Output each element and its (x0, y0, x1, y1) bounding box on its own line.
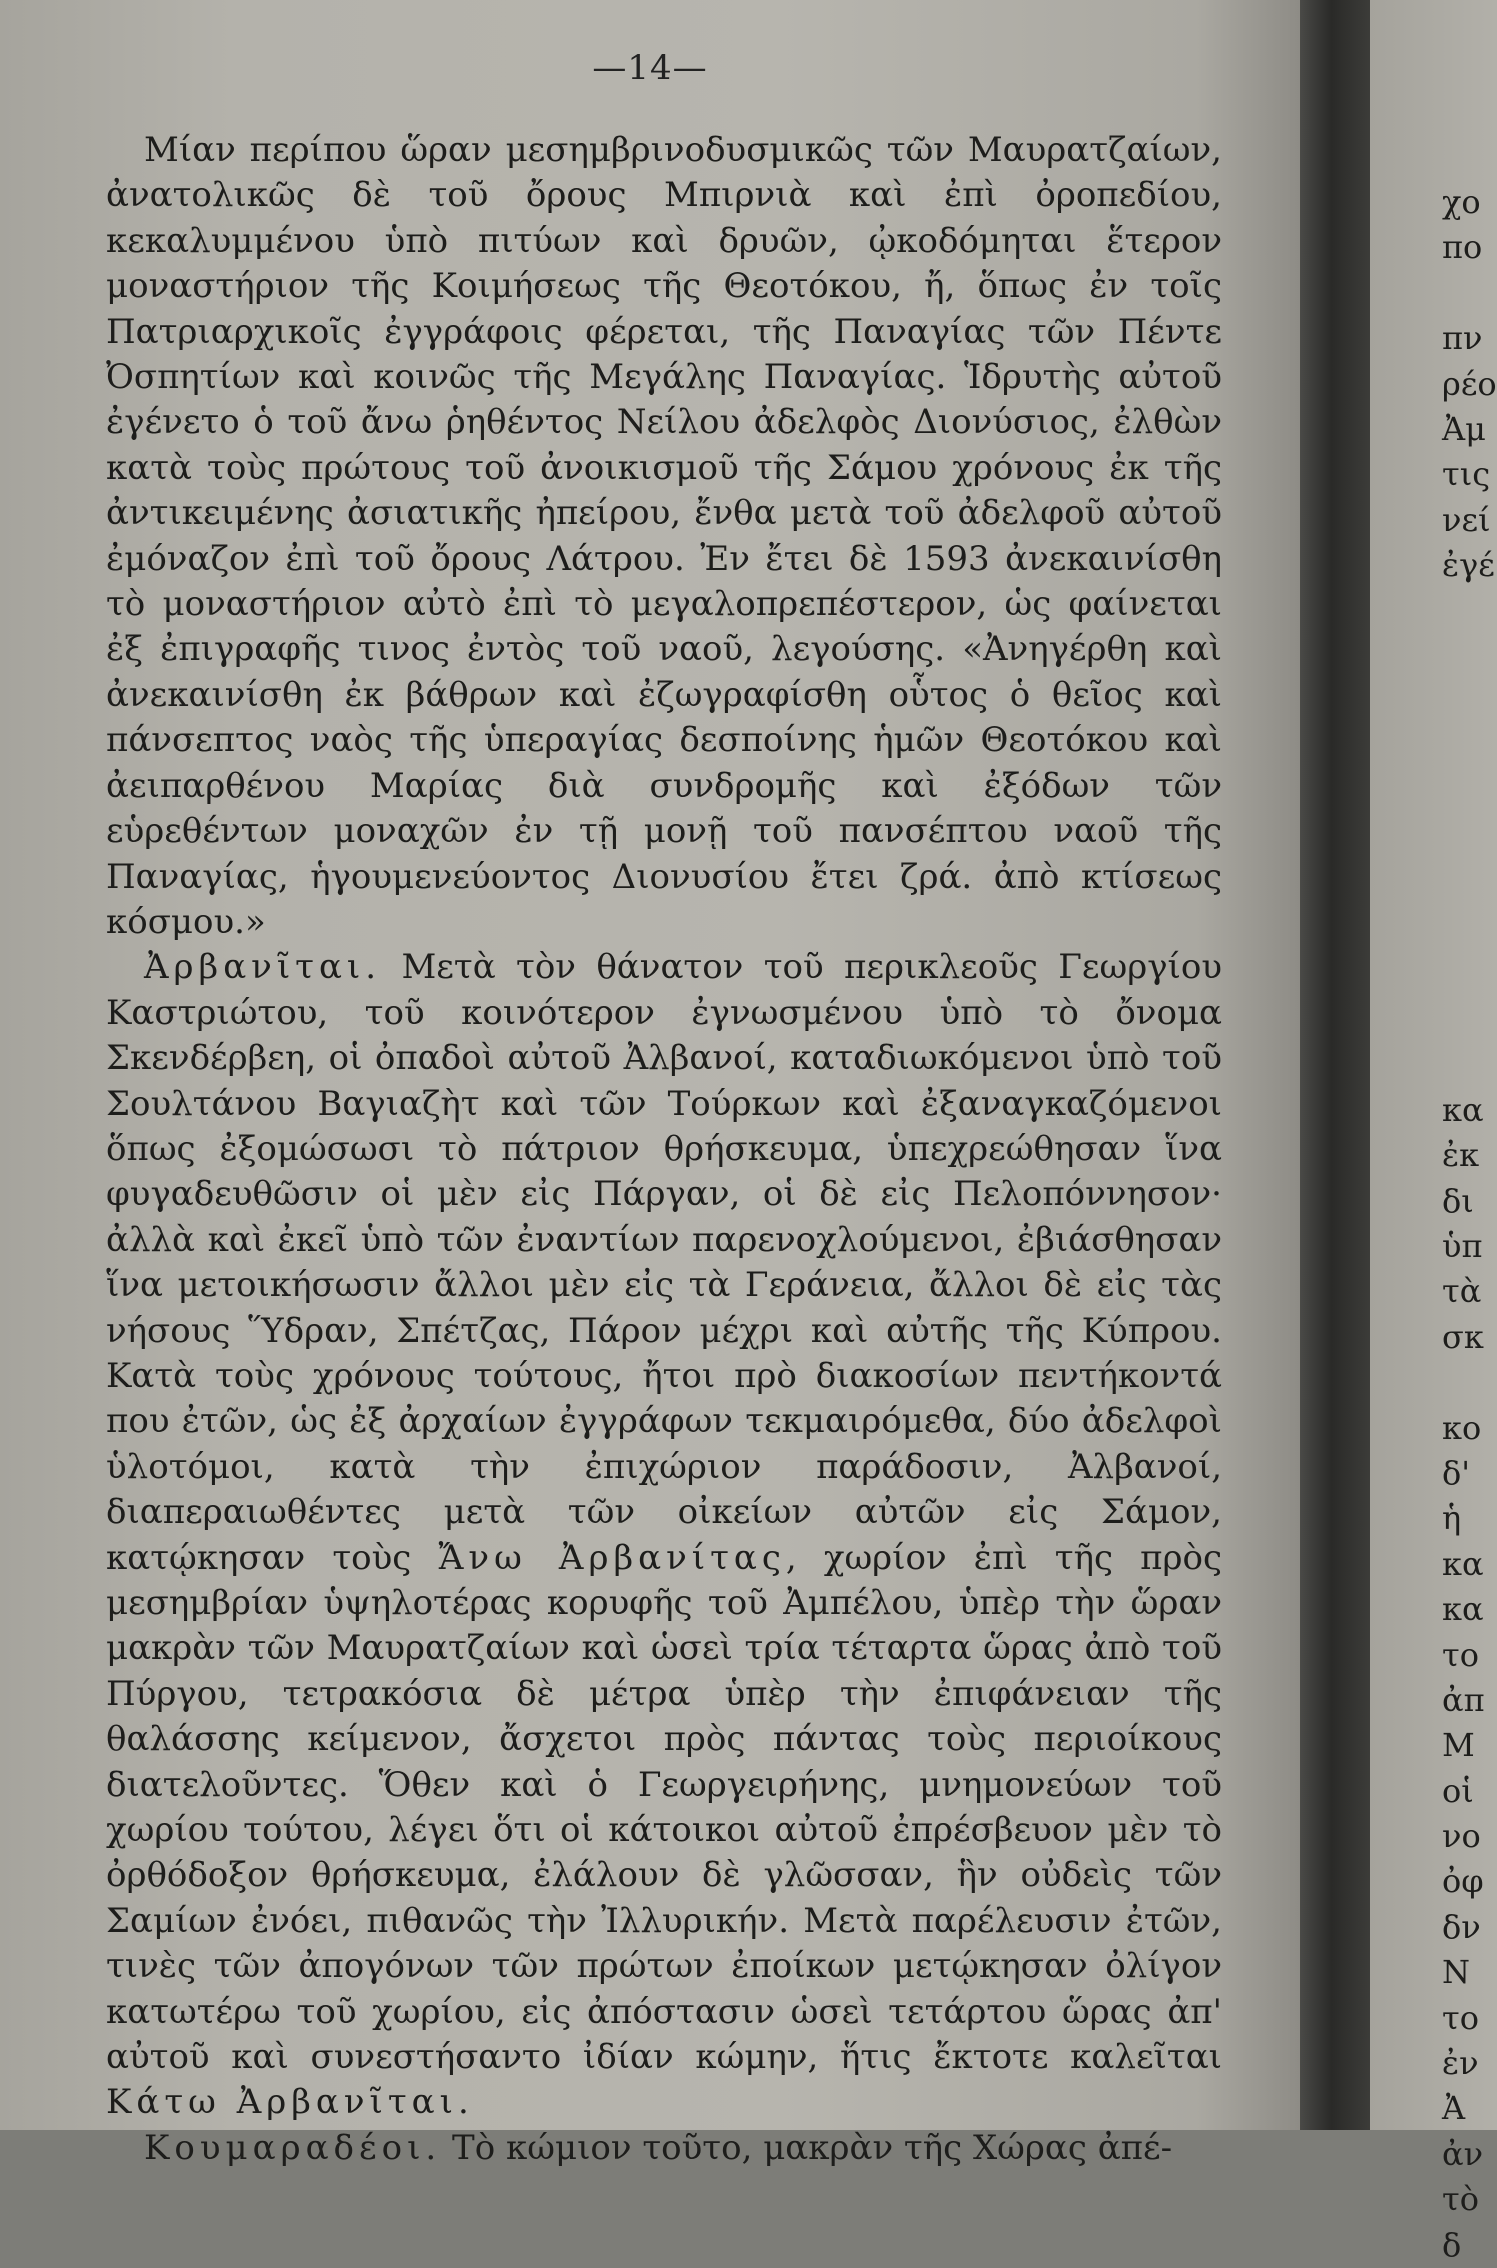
facing-page-fragment (1442, 952, 1497, 997)
facing-page-fragment: κα (1442, 1544, 1484, 1583)
facing-page-fragment: νεί (1442, 500, 1491, 539)
facing-page-fragment (1442, 1360, 1497, 1405)
facing-page-fragment (1442, 271, 1497, 316)
book-gutter (1300, 0, 1370, 2130)
facing-page-fragment: Μ (1442, 1726, 1475, 1765)
facing-page-fragment (1442, 997, 1497, 1042)
spaced-heading-text: Κουμαραδέοι. (144, 2127, 442, 2168)
facing-page-fragment: τὰ (1442, 1272, 1482, 1311)
facing-page-fragment: δ (1442, 2225, 1462, 2264)
facing-page-fragment: τὸ (1442, 2180, 1479, 2219)
facing-page-fragment: ἀν (1442, 2134, 1484, 2173)
facing-page-fragment: δ' (1442, 1453, 1471, 1492)
facing-page-fragment: ἡ (1442, 1499, 1462, 1538)
facing-page-fragment (1442, 906, 1497, 951)
facing-page-fragment: κα (1442, 1590, 1484, 1629)
facing-page-fragment: ὑπ (1442, 1226, 1483, 1265)
facing-page-fragment: ἐγέ (1442, 546, 1495, 585)
facing-page-fragment: πο (1442, 228, 1483, 267)
facing-page-fragment (1442, 634, 1497, 679)
facing-page-fragment: πν (1442, 319, 1483, 358)
facing-page-fragment: οἱ (1442, 1771, 1474, 1810)
paragraph-text: Τὸ κώμιον τοῦτο, μακρὰν τῆς Χώρας ἀπέ- (441, 2127, 1173, 2168)
facing-page-fragment: το (1442, 1635, 1479, 1674)
facing-page-fragment: κο (1442, 1408, 1482, 1447)
facing-page-fragment (1442, 725, 1497, 770)
paragraph (106, 2126, 1222, 2171)
paragraph (106, 945, 1222, 2126)
facing-page-fragment: νο (1442, 1817, 1481, 1856)
facing-page-fragment: δν (1442, 1907, 1481, 1946)
facing-page-fragment: ἀπ (1442, 1680, 1485, 1719)
facing-page-fragment: κα (1442, 1090, 1484, 1129)
facing-page-fragment (1442, 589, 1497, 634)
spaced-heading-text: Κάτω Ἀρβανῖται (106, 2082, 458, 2123)
facing-page-fragment (1442, 1042, 1497, 1087)
paragraph-text: , χωρίον ἐπὶ τῆς πρὸς μεσημβρίαν ὑψηλοτέρας κορυφῆς τοῦ Ἀμπέλου, ὑπὲρ τὴν ὥραν μακρὰν τῶν Μαυρατζαίων καὶ ὡσεὶ τρία τέταρτα ὥρας ἀπὸ τοῦ Πύργου, τετρακόσια δὲ μέτρα ὑπὲρ τὴν ἐπιφάνειαν τῆς θαλάσσης κείμενον, ἄσχετοι πρὸς πάντας τοὺς περιοίκους διατελοῦντες. Ὅθεν καὶ ὁ Γεωργειρήνης, μνημονεύων τοῦ χωρίου τούτου, λέγει ὅτι οἱ κάτοικοι αὐτοῦ ἐπρέσβευον μὲν τὸ ὀρθόδοξον θρήσκευμα, ἐλάλουν δὲ γλῶσσαν, ἣν οὐδεὶς τῶν Σαμίων ἐνόει, πιθανῶς τὴν Ἰλλυρικήν. Μετὰ παρέλευσιν ἐτῶν, τινὲς τῶν ἀπογόνων τῶν πρώτων ἐποίκων μετῴκησαν ὀλίγον κατωτέρω τοῦ χωρίου, εἰς ἀπόστασιν ὡσεὶ τετάρτου ὥρας ἀπ' αὐτοῦ καὶ συνεστήσαντο ἰδίαν κώμην, ἥτις ἔκτοτε καλεῖται (106, 1537, 1223, 2078)
paragraph-text: . (457, 2082, 469, 2123)
facing-page-fragment: Ν (1442, 1953, 1470, 1992)
facing-page-fragment: τις (1442, 455, 1491, 494)
facing-page-fragment (1442, 770, 1497, 815)
facing-page-fragment: ὀφ (1442, 1862, 1484, 1901)
paragraph-text: Μετὰ τὸν θάνατον τοῦ περικλεοῦς Γεωργίου Καστριώτου, τοῦ κοινότερον ἐγνωσμένου ὑπὸ τὸ ὄνομα Σκενδέρβεη, οἱ ὀπαδοὶ αὐτοῦ Ἀλβανοί, καταδιωκόμενοι ὑπὸ τοῦ Σουλτάνου Βαγιαζὴτ καὶ τῶν Τούρκων καὶ ἐξαναγκαζόμενοι ὅπως ἐξομώσωσι τὸ πάτριον θρήσκευμα, ὑπεχρεώθησαν ἵνα φυγαδευθῶσιν οἱ μὲν εἰς Πάργαν, οἱ δὲ εἰς Πελοπόννησον· ἀλλὰ καὶ ἐκεῖ ὑπὸ τῶν ἐναντίων παρενοχλούμενοι, ἐβιάσθησαν ἵνα μετοικήσωσιν ἄλλοι μὲν εἰς τὰ Γεράνεια, ἄλλοι δὲ εἰς τὰς νήσους Ὕδραν, Σπέτζας, Πάρον μέχρι καὶ αὐτῆς τῆς Κύπρου. Κατὰ τοὺς χρόνους τούτους, ἤτοι πρὸ διακοσίων πεντήκοντά που ἐτῶν, ὡς ἐξ ἀρχαίων ἐγγράφων τεκμαιρόμεθα, δύο ἀδελφοὶ ὑλοτόμοι, κατὰ τὴν ἐπιχώριον παράδοσιν, Ἀλβανοί, διαπεραιωθέντες μετὰ τῶν οἰκείων αὐτῶν εἰς Σάμον, κατῴκησαν τοὺς (106, 947, 1222, 1578)
facing-page-fragment: σκ (1442, 1317, 1484, 1356)
spaced-heading-text: Ἀρβανῖται. (144, 947, 382, 988)
facing-page-fragment: χο (1442, 183, 1481, 221)
facing-page-fragment: ρέο (1442, 364, 1497, 403)
facing-page-fragment: ἐν (1442, 2044, 1479, 2083)
facing-page-fragment: Ἀ (1442, 2089, 1466, 2128)
facing-page-fragment: ἐκ (1442, 1136, 1480, 1175)
facing-page-fragment: Ἀμ (1442, 409, 1486, 448)
paragraph (106, 128, 1222, 945)
page-number: —14— (592, 48, 708, 88)
spaced-heading-text: Ἄνω Ἀρβανίτας (438, 1537, 786, 1578)
facing-page-fragment: δι (1442, 1181, 1474, 1220)
facing-page-fragments (1442, 180, 1497, 2268)
body-text (106, 128, 1222, 2171)
facing-page-fragment (1442, 861, 1497, 906)
facing-page-fragment (1442, 815, 1497, 860)
facing-page-fragment: το (1442, 1998, 1479, 2037)
paragraph-text: Μίαν περίπου ὥραν μεσημβρινοδυσμικῶς τῶν Μαυρατζαίων, ἀνατολικῶς δὲ τοῦ ὄρους Μπιρνιὰ καὶ ἐπὶ ὀροπεδίου, κεκαλυμμένου ὑπὸ πιτύων καὶ δρυῶν, ᾠκοδόμηται ἕτερον μοναστήριον τῆς Κοιμήσεως τῆς Θεοτόκου, ἤ, ὅπως ἐν τοῖς Πατριαρχικοῖς ἐγγράφοις φέρεται, τῆς Παναγίας τῶν Πέντε Ὀσπητίων καὶ κοινῶς τῆς Μεγάλης Παναγίας. Ἱδρυτὴς αὐτοῦ ἐγένετο ὁ τοῦ ἄνω ῥηθέντος Νείλου ἀδελφὸς Διονύσιος, ἐλθὼν κατὰ τοὺς πρώτους τοῦ ἀνοικισμοῦ τῆς Σάμου χρόνους ἐκ τῆς ἀντικειμένης ἀσιατικῆς ἠπείρου, ἔνθα μετὰ τοῦ ἀδελφοῦ αὐτοῦ ἐμόναζον ἐπὶ τοῦ ὄρους Λάτρου. Ἐν ἔτει δὲ 1593 ἀνεκαινίσθη τὸ μοναστήριον αὐτὸ ἐπὶ τὸ μεγαλοπρεπέστερον, ὡς φαίνεται ἐξ ἐπιγραφῆς τινος ἐντὸς τοῦ ναοῦ, λεγούσης. «Ἀνηγέρθη καὶ ἀνεκαινίσθη ἐκ βάθρων καὶ ἐζωγραφίσθη οὗτος ὁ θεῖος καὶ πάνσεπτος ναὸς τῆς ὑπεραγίας δεσποίνης ἡμῶν Θεοτόκου καὶ ἀειπαρθένου Μαρίας διὰ συνδρομῆς καὶ ἐξόδων τῶν εὑρεθέντων μοναχῶν ἐν τῇ μονῇ τοῦ πανσέπτου ναοῦ τῆς Παναγίας, ἡγουμενεύοντος Διονυσίου ἔτει ζρά. ἀπὸ κτίσεως κόσμου.» (106, 130, 1222, 942)
facing-page-fragment (1442, 679, 1497, 724)
